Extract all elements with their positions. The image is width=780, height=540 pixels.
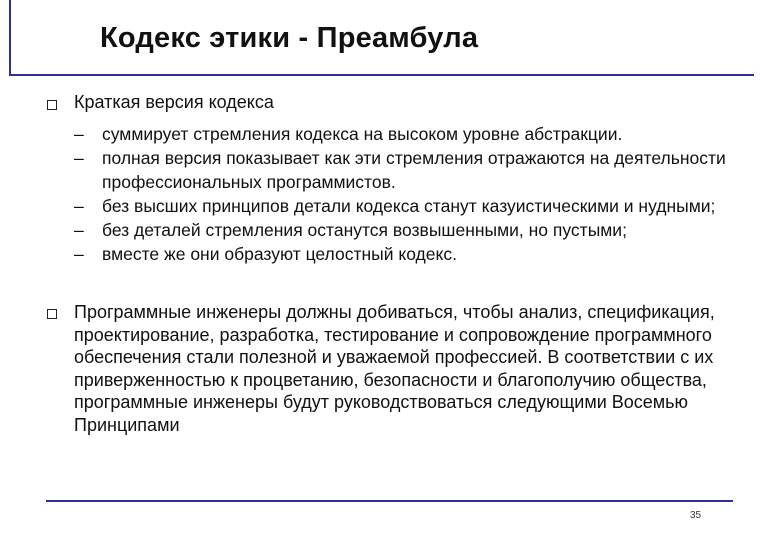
- sub-item-text: вместе же они образуют целостный кодекс.: [102, 244, 457, 264]
- dash-bullet: –: [74, 148, 84, 168]
- footer-rule: [46, 500, 733, 502]
- sub-item: [74, 122, 754, 146]
- sub-item-text: без высших принципов детали кодекса станут казуистическими и нудными;: [102, 196, 716, 216]
- sub-item-text: без деталей стремления останутся возвышенными, но пустыми;: [102, 220, 627, 240]
- sub-item: [74, 242, 754, 266]
- sub-item-text: суммирует стремления кодекса на высоком уровне абстракции.: [102, 124, 623, 144]
- dash-bullet: –: [74, 196, 84, 216]
- left-accent-rule: [9, 0, 11, 76]
- sub-item-text: полная версия показывает как эти стремления отражаются на деятельности профессиональных программистов.: [102, 148, 726, 192]
- dash-bullet: –: [74, 220, 84, 240]
- slide-title: Кодекс этики - Преамбула: [100, 22, 479, 54]
- bullet-engineers-paragraph: Программные инженеры должны добиваться, чтобы анализ, спецификация, проектирование, разработка, тестирование и сопровождение программного обеспечения стали полезной и уважаемой профессией. В соответствии с их приверженностью к процветанию, безопасности и благополучию общества, программные инженеры будут руководствоваться следующими Восемью Принципами: [74, 302, 715, 435]
- title-underline-rule: [9, 74, 754, 76]
- dash-bullet: –: [74, 124, 84, 144]
- sub-item: [74, 146, 754, 194]
- square-bullet-icon: [47, 309, 57, 319]
- square-bullet-icon: [47, 100, 57, 110]
- sub-item: [74, 194, 754, 218]
- sub-item: [74, 218, 754, 242]
- dash-bullet: –: [74, 244, 84, 264]
- page-number: 35: [690, 510, 702, 521]
- bullet-short-version: Краткая версия кодекса: [74, 92, 274, 112]
- sub-list: [74, 122, 754, 266]
